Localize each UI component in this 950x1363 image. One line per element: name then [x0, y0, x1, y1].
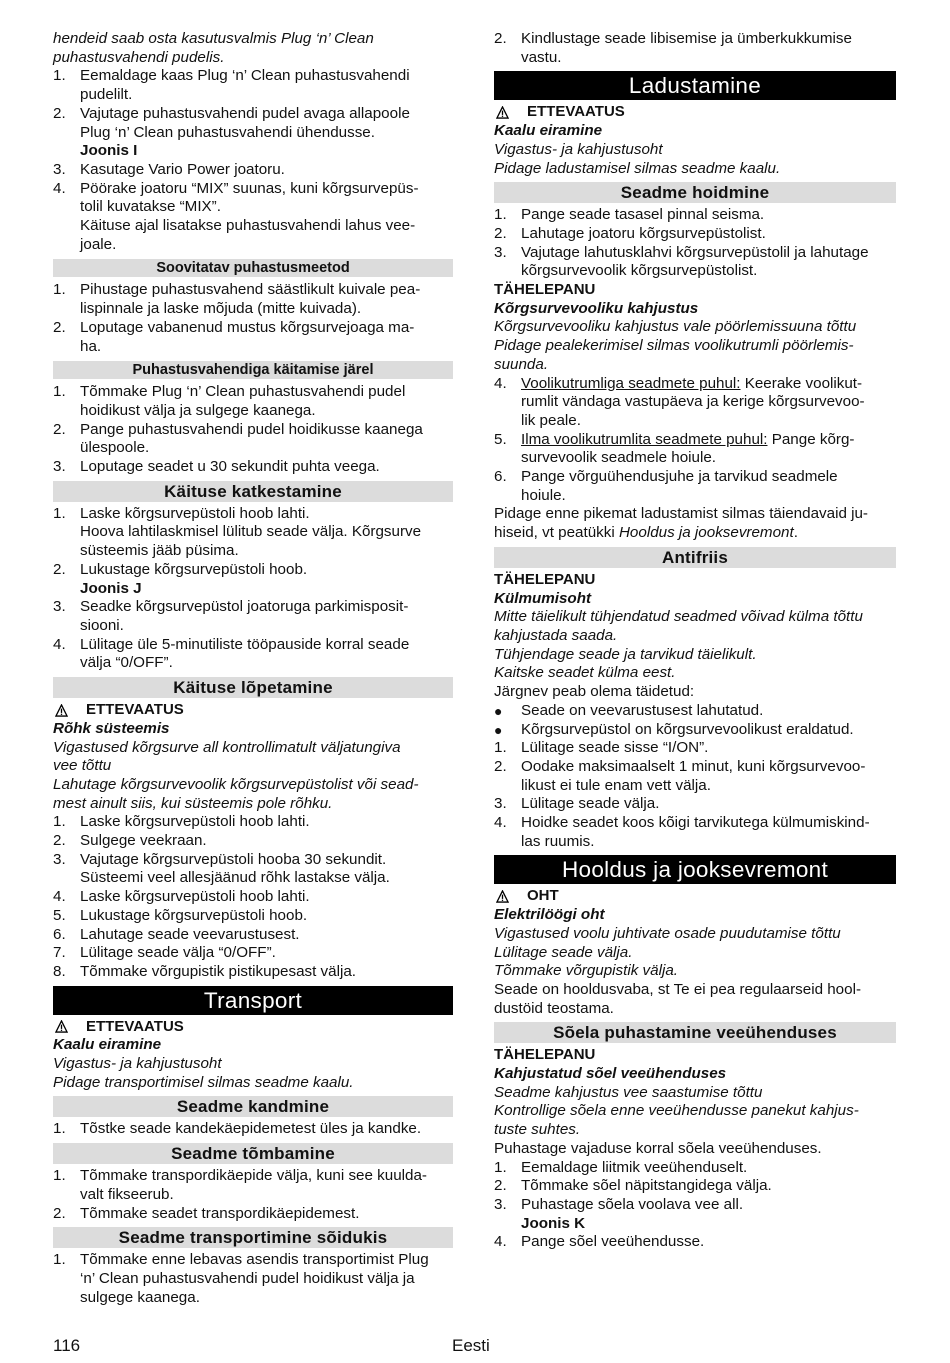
maintenance-text-2: dustöid teostama. [494, 999, 614, 1017]
list-text [80, 180, 453, 255]
list-text-line: Tõmmake enne lebavas asendis transportimist Plug [80, 1251, 429, 1269]
list-text-line: Lahutage joatoru kõrgsurvepüstolist. [521, 224, 766, 242]
warning-title: Rõhk süsteemis [53, 719, 170, 737]
list-number: 6. [494, 468, 507, 486]
list-text-line: ülespoole. [80, 439, 150, 457]
heading-ladustamine: Ladustamine [494, 71, 896, 100]
warning-text: vee tõttu [53, 757, 112, 775]
list-text-line: Eemaldage kaas Plug ‘n’ Clean puhastusvahendi [80, 67, 410, 85]
warning-text: tuste suhtes. [494, 1121, 581, 1139]
list-text-line: sulgege kaanega. [80, 1288, 200, 1306]
list-item [494, 1233, 896, 1252]
warning-text: Seadme kahjustus vee saastumise tõttu [494, 1083, 763, 1101]
warning-text: Tühjendage seade ja tarvikud täielikult. [494, 645, 757, 663]
warning-triangle-icon [53, 704, 86, 717]
list-number: 3. [53, 160, 66, 178]
right-column [494, 30, 896, 1252]
numbered-list [53, 383, 453, 477]
warning-label [494, 571, 896, 590]
list-number: 4. [494, 1233, 507, 1251]
list-text [80, 1251, 453, 1307]
list-text [521, 375, 896, 431]
list-text [521, 1159, 896, 1178]
list-text-line: Lülitage seade välja “0/OFF”. [80, 944, 276, 962]
heading-lopetamine: Käituse lõpetamine [53, 677, 453, 698]
list-number: 1. [53, 1251, 66, 1269]
filter-text: Puhastage vajaduse korral sõela veeühenduses. [494, 1139, 822, 1157]
numbered-list [53, 67, 453, 254]
list-text-line: rumlit vändaga vastupäeva ja kerige kõrgsurvevoo- [521, 393, 865, 411]
list-number: 3. [53, 850, 66, 868]
list-text-line: Laske kõrgsurvepüstoli hoob lahti. [80, 813, 310, 831]
list-text-line: ha. [80, 337, 102, 355]
warning-title: Elektrilöögi oht [494, 906, 605, 924]
list-text [521, 795, 896, 814]
list-item [494, 468, 896, 505]
list-text [80, 67, 453, 104]
list-number: 2. [53, 1204, 66, 1222]
list-text-line: Tõmmake võrgupistik pistikupesast välja. [80, 962, 357, 980]
list-text [80, 944, 453, 963]
list-item [53, 888, 453, 907]
list-item [53, 281, 453, 318]
list-text [80, 421, 453, 458]
list-text-line: siooni. [80, 616, 124, 634]
list-text-line: välja “0/OFF”. [80, 654, 173, 672]
heading-hoidmine: Seadme hoidmine [494, 182, 896, 203]
list-number: 1. [494, 1158, 507, 1176]
list-number: 2. [53, 104, 66, 122]
figure-reference: Joonis I [80, 142, 138, 160]
list-number: 4. [494, 374, 507, 392]
list-number: 1. [53, 813, 66, 831]
list-number: 5. [53, 906, 66, 924]
maintenance-text-1: Seade on hooldusvaba, st Te ei pea regulaarseid hool- [494, 980, 862, 998]
list-number: 2. [53, 560, 66, 578]
list-item [53, 161, 453, 180]
list-text-line: joale. [80, 235, 117, 253]
list-text-line: pudelilt. [80, 86, 133, 104]
list-item [494, 1177, 896, 1196]
list-text [521, 739, 896, 758]
list-item [53, 105, 453, 142]
list-number: 1. [53, 281, 66, 299]
list-text-line: Lahutage seade veevarustusest. [80, 925, 300, 943]
warning-triangle-icon [494, 890, 527, 903]
list-item [53, 383, 453, 420]
list-text-line: Oodake maksimaalselt 1 minut, kuni kõrgsurvevoo- [521, 757, 866, 775]
list-text-line: Lülitage seade sisse “I/ON”. [521, 739, 709, 757]
list-text [80, 1167, 453, 1204]
list-item [494, 375, 896, 431]
list-text-line: Pange puhastusvahendi pudel hoidikusse kaanega [80, 420, 423, 438]
notice-block [494, 571, 896, 683]
list-text-line: Loputage vabanenud mustus kõrgsurvejoaga ma- [80, 318, 415, 336]
list-item [53, 1120, 453, 1139]
list-text-line: Lukustage kõrgsurvepüstoli hoob. [80, 906, 308, 924]
list-text [80, 383, 453, 420]
list-text [521, 206, 896, 225]
warning-text: Lahutage kõrgsurvevoolik kõrgsurvepüstolist või sead- [53, 775, 419, 793]
list-number: 1. [53, 1120, 66, 1138]
warning-block [494, 103, 896, 178]
list-item [53, 1167, 453, 1204]
list-text-line: Vajutage puhastusvahendi pudel avaga allapoole [80, 104, 410, 122]
list-item [53, 851, 453, 888]
warning-label-text: OHT [527, 887, 559, 905]
heading-parast: Puhastusvahendiga käitamise järel [53, 361, 453, 379]
numbered-list [53, 281, 453, 356]
list-text-line: Kindlustage seade libisemise ja ümberkukkumise [521, 30, 852, 47]
intro-line-2: puhastusvahendi pudelis. [53, 48, 225, 66]
list-text-line: likust ei tule enam vett välja. [521, 776, 711, 794]
list-text-line: Kasutage Vario Power joatoru. [80, 160, 285, 178]
warning-label [494, 103, 896, 122]
list-text-line: Sulgege veekraan. [80, 832, 207, 850]
list-text-line: Pange seade tasasel pinnal seisma. [521, 206, 765, 224]
warning-label-text: TÄHELEPANU [494, 281, 596, 299]
list-item [53, 944, 453, 963]
list-text-line: Seadke kõrgsurvepüstol joatoruga parkimisposit- [80, 598, 409, 616]
list-number: 2. [494, 224, 507, 242]
list-item [53, 505, 453, 561]
list-item [494, 1159, 896, 1178]
list-text-line: tolil kuvatakse “MIX”. [80, 198, 221, 216]
list-text [80, 888, 453, 907]
list-item [494, 758, 896, 795]
warning-label-text: ETTEVAATUS [86, 701, 184, 719]
list-item [494, 1196, 896, 1215]
list-text-line: Hoova lahtilaskmisel lülitub seade välja. Kõrgsurve [80, 523, 422, 541]
list-text-line: Tõstke seade kandekäepidemetest üles ja kandke. [80, 1120, 422, 1138]
list-text-line: Süsteemi veel allesjäänud rõhk lastakse välja. [80, 869, 390, 887]
numbered-list [53, 505, 453, 673]
list-text [521, 758, 896, 795]
numbered-list [494, 1159, 896, 1253]
list-item [53, 598, 453, 635]
warning-label [494, 281, 896, 300]
list-item [494, 225, 896, 244]
warning-text: Vigastus- ja kahjustusoht [53, 1055, 222, 1073]
list-text [80, 458, 453, 477]
list-item [53, 813, 453, 832]
list-text-line: valt fikseerub. [80, 1185, 174, 1203]
list-text-line: Plug ‘n’ Clean puhastusvahendi ühendusse. [80, 123, 375, 141]
bullet-item: ● Seade on veevarustusest lahutatud. [494, 701, 764, 719]
list-number: 4. [53, 179, 66, 197]
footer-language: Eesti [452, 1336, 490, 1355]
list-number: 1. [53, 1167, 66, 1185]
notice-block [494, 281, 896, 375]
storage-note: Pidage enne pikemat ladustamist silmas täiendavaid ju- hiseid, vt peatükki Hooldus ja jooksevremont. [494, 505, 868, 542]
list-text-line: süsteemis jääb püsima. [80, 542, 239, 560]
heading-transport: Transport [53, 986, 453, 1015]
figure-reference: Joonis K [521, 1214, 586, 1232]
list-number: 5. [494, 430, 507, 448]
list-text-line: Lülitage üle 5-minutiliste tööpauside korral seade [80, 635, 410, 653]
list-text-line: Tõmmake Plug ‘n’ Clean puhastusvahendi pudel [80, 383, 406, 401]
bullet-item: ● Kõrgsurvepüstol on kõrgsurvevoolikust eraldatud. [494, 720, 854, 738]
list-text [521, 468, 896, 505]
numbered-list [53, 813, 453, 981]
heading-soel: Sõela puhastamine veeühenduses [494, 1022, 896, 1043]
list-item [494, 814, 896, 851]
warning-text: Pidage pealekerimisel silmas voolikutrumli pöörlemis- [494, 337, 854, 355]
list-text-line: Keerake voolikut- [740, 374, 863, 392]
warning-text: Vigastused kõrgsurve all kontrollimatult väljatungiva [53, 738, 401, 756]
list-text [521, 1196, 896, 1215]
warning-text: Vigastused voolu juhtivate osade puudutamise tõttu [494, 924, 841, 942]
list-item [53, 963, 453, 982]
warning-triangle-icon [53, 1020, 86, 1033]
list-number: 4. [494, 814, 507, 832]
list-text-line: Hoidke seadet koos kõigi tarvikutega külmumiskind- [521, 814, 870, 832]
figure-reference: Joonis J [80, 579, 142, 597]
list-item [53, 421, 453, 458]
numbered-list [53, 1251, 453, 1307]
list-item [53, 907, 453, 926]
list-text-line: Tõmmake transpordikäepide välja, kuni see kuulda- [80, 1167, 427, 1185]
list-number: 2. [494, 1177, 507, 1195]
list-text [80, 907, 453, 926]
list-number: 2. [53, 832, 66, 850]
warning-block [53, 701, 453, 813]
list-item [494, 739, 896, 758]
notice-block [494, 1046, 896, 1140]
bullet-icon: ● [494, 721, 503, 738]
warning-text: Kõrgsurvevooliku kahjustus vale pöörlemissuuna tõttu [494, 318, 857, 336]
list-text-line: Vajutage kõrgsurvepüstoli hooba 30 sekundit. [80, 850, 387, 868]
warning-label [494, 1046, 896, 1065]
list-item [53, 561, 453, 580]
page-number: 116 [53, 1336, 81, 1355]
list-number: 3. [494, 243, 507, 261]
list-text-line: vastu. [521, 48, 562, 66]
warning-label [53, 1018, 453, 1037]
heading-antifriis: Antifriis [494, 547, 896, 568]
list-text [521, 1233, 896, 1252]
list-text-line: Puhastage sõela voolava vee all. [521, 1195, 744, 1213]
list-text-line: Laske kõrgsurvepüstoli hoob lahti. [80, 504, 310, 522]
list-item [53, 67, 453, 104]
warning-title: Külmumisoht [494, 589, 592, 607]
list-text [521, 814, 896, 851]
list-text-underlined: Voolikutrumliga seadmete puhul: [521, 374, 741, 392]
list-text [80, 813, 453, 832]
heading-kandmine: Seadme kandmine [53, 1096, 453, 1117]
list-text-underlined: Ilma voolikutrumlita seadmete puhul: [521, 430, 768, 448]
numbered-list [494, 30, 896, 67]
list-number: 3. [494, 795, 507, 813]
list-text-line: Lukustage kõrgsurvepüstoli hoob. [80, 560, 308, 578]
list-text-line: Eemaldage liitmik veeühenduselt. [521, 1158, 748, 1176]
list-item [53, 319, 453, 356]
list-text [80, 561, 453, 580]
warning-block [53, 1018, 453, 1093]
warning-label [494, 887, 896, 906]
list-text-line: Käituse ajal lisatakse puhastusvahendi lahus vee- [80, 217, 416, 235]
list-text [80, 505, 453, 561]
list-text-line: survevoolik seadmele hoiule. [521, 449, 717, 467]
list-text-line: Tõmmake sõel näpitstangidega välja. [521, 1177, 772, 1195]
warning-text: Tõmmake võrgupistik välja. [494, 962, 679, 980]
warning-text: kahjustada saada. [494, 626, 618, 644]
warning-text: Pidage ladustamisel silmas seadme kaalu. [494, 159, 781, 177]
list-item [53, 926, 453, 945]
list-text-line: hoidikust välja ja sulgege kaanega. [80, 401, 316, 419]
list-item [494, 795, 896, 814]
list-text-line: Pange sõel veeühendusse. [521, 1233, 705, 1251]
list-number: 2. [53, 318, 66, 336]
list-text [521, 244, 896, 281]
warning-title: Kaalu eiramine [494, 122, 603, 140]
list-number: 6. [53, 925, 66, 943]
warning-label [53, 701, 453, 720]
list-text-line: lik peale. [521, 411, 581, 429]
heading-soidukis: Seadme transportimine sõidukis [53, 1227, 453, 1248]
warning-text: Kaitske seadet külma eest. [494, 664, 676, 682]
prerequisite-text: Järgnev peab olema täidetud: [494, 683, 695, 701]
list-text-line: Vajutage lahutusklahvi kõrgsurvepüstolil ja lahutage [521, 243, 869, 261]
list-text [80, 105, 453, 142]
heading-hooldus: Hooldus ja jooksevremont [494, 855, 896, 884]
list-text-line: Laske kõrgsurvepüstoli hoob lahti. [80, 888, 310, 906]
warning-triangle-icon [494, 106, 527, 119]
bullet-icon: ● [494, 702, 503, 719]
list-text-line: Pange kõrg- [767, 430, 855, 448]
list-number: 8. [53, 962, 66, 980]
list-number: 3. [53, 458, 66, 476]
heading-tombamine: Seadme tõmbamine [53, 1143, 453, 1164]
warning-text: suunda. [494, 355, 549, 373]
list-text-line: Pihustage puhastusvahend säästlikult kuivale pea- [80, 281, 421, 299]
list-item [53, 180, 453, 255]
list-text-line: hoiule. [521, 486, 566, 504]
list-item [494, 244, 896, 281]
list-text [80, 832, 453, 851]
list-number: 2. [53, 420, 66, 438]
warning-label-text: TÄHELEPANU [494, 1046, 596, 1064]
list-text-line: Lülitage seade välja. [521, 795, 660, 813]
warning-block [494, 887, 896, 981]
list-number: 2. [494, 30, 507, 47]
warning-title: Kaalu eiramine [53, 1036, 162, 1054]
warning-text: Vigastus- ja kahjustusoht [494, 140, 663, 158]
list-number: 1. [494, 739, 507, 757]
list-text-line: las ruumis. [521, 832, 595, 850]
list-text [80, 319, 453, 356]
list-text [80, 963, 453, 982]
list-number: 3. [494, 1195, 507, 1213]
numbered-list [53, 1120, 453, 1139]
heading-soovitatav: Soovitatav puhastusmeetod [53, 259, 453, 277]
list-item [53, 1205, 453, 1224]
numbered-list [53, 1167, 453, 1223]
numbered-list [494, 739, 896, 851]
warning-label-text: ETTEVAATUS [527, 103, 625, 121]
warning-text: Kontrollige sõela enne veeühendusse panekut kahjus- [494, 1102, 859, 1120]
left-column [53, 30, 453, 1307]
list-text [80, 1120, 453, 1139]
list-text [80, 851, 453, 888]
chapter-reference: Hooldus ja jooksevremont [618, 524, 794, 542]
warning-label-text: TÄHELEPANU [494, 570, 596, 588]
heading-katkestamine: Käituse katkestamine [53, 481, 453, 502]
list-item [53, 636, 453, 673]
list-number: 3. [53, 598, 66, 616]
warning-title: Kõrgsurvevooliku kahjustus [494, 299, 699, 317]
list-text [80, 281, 453, 318]
list-text [521, 30, 896, 67]
list-text [80, 636, 453, 673]
list-number: 4. [53, 635, 66, 653]
list-text-line: kõrgsurvevoolik kõrgsurvepüstolist. [521, 262, 758, 280]
list-text [521, 431, 896, 468]
list-item [494, 206, 896, 225]
list-text [80, 598, 453, 635]
warning-text: mest ainult siis, kui süsteemis pole rõhku. [53, 794, 333, 812]
list-text-line: ‘n’ Clean puhastusvahendi pudel hoidikust välja ja [80, 1269, 415, 1287]
list-item [53, 1251, 453, 1307]
list-number: 1. [53, 504, 66, 522]
list-text-line: Tõmmake seadet transpordikäepidemest. [80, 1204, 360, 1222]
list-number: 2. [494, 757, 507, 775]
list-item [494, 30, 896, 67]
numbered-list [494, 206, 896, 281]
list-number: 4. [53, 888, 66, 906]
list-text-line: Pange võrguühendusjuhe ja tarvikud seadmele [521, 468, 838, 486]
list-text-line: Pöörake joatoru “MIX” suunas, kuni kõrgsurvepüs- [80, 179, 419, 197]
warning-text: Lülitage seade välja. [494, 943, 633, 961]
list-text [521, 225, 896, 244]
list-number: 1. [53, 383, 66, 401]
intro-line-1: hendeid saab osta kasutusvalmis Plug ‘n’ Clean [53, 30, 374, 47]
list-number: 7. [53, 944, 66, 962]
list-item [53, 832, 453, 851]
list-text [80, 161, 453, 180]
list-text [521, 1177, 896, 1196]
warning-text: Pidage transportimisel silmas seadme kaalu. [53, 1073, 354, 1091]
list-text [80, 926, 453, 945]
warning-title: Kahjustatud sõel veeühenduses [494, 1065, 727, 1083]
numbered-list [494, 375, 896, 506]
warning-text: Mitte täielikult tühjendatud seadmed võivad külma tõttu [494, 608, 863, 626]
list-number: 1. [494, 206, 507, 224]
list-item [494, 431, 896, 468]
list-number: 1. [53, 67, 66, 85]
list-item [53, 458, 453, 477]
list-text [80, 1205, 453, 1224]
list-text-line: lispinnale ja laske mõjuda (mitte kuivada). [80, 300, 362, 318]
warning-label-text: ETTEVAATUS [86, 1017, 184, 1035]
list-text-line: Loputage seadet u 30 sekundit puhta veega. [80, 458, 380, 476]
